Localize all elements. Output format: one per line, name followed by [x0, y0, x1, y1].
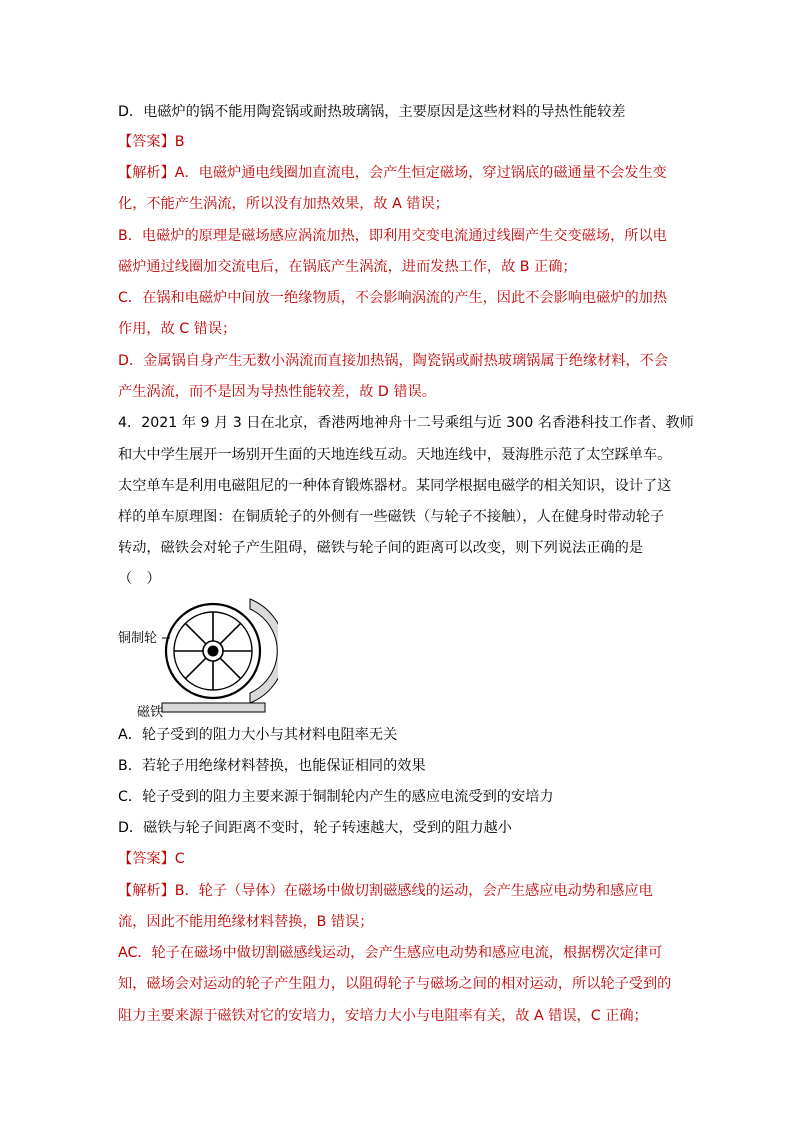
q3-analysis-line: 化，不能产生涡流，所以没有加热效果，故 A 错误； [118, 196, 449, 212]
q4-stem-line: 和大中学生展开一场别开生面的天地连线互动。天地连线中，聂海胜示范了太空踩单车。 [118, 447, 672, 463]
analysis-label: 【解析】 [118, 165, 175, 181]
q4-stem-line: 转动，磁铁会对轮子产生阻碍，磁铁与轮子间的距离可以改变，则下列说法正确的是 [118, 540, 643, 556]
q4-stem-line: 样的单车原理图：在铜质轮子的外侧有一些磁铁（与轮子不接触），人在健身时带动轮子 [118, 509, 665, 525]
answer-label: 【答案】 [118, 134, 175, 150]
q3-answer [118, 132, 185, 152]
q4-option-d: D．磁铁与轮子间距离不变时，轮子转速越大，受到的阻力越小 [118, 820, 512, 836]
q3-option-d: D．电磁炉的锅不能用陶瓷锅或耐热玻璃锅，主要原因是这些材料的导热性能较差 [118, 104, 626, 120]
q3-analysis-line: D．金属锅自身产生无数小涡流而直接加热锅，陶瓷锅或耐热玻璃锅属于绝缘材料，不会 [118, 353, 669, 369]
wheel-label: 铜制轮 [118, 631, 158, 646]
q3-analysis-line: 【解析】A．电磁炉通电线圈加直流电，会产生恒定磁场，穿过锅底的磁通量不会发生变 [118, 165, 667, 181]
q4-analysis-line: 流，因此不能用绝缘材料替换，B 错误； [118, 914, 374, 930]
q4-option-a: A．轮子受到的阻力大小与其材料电阻率无关 [118, 727, 398, 743]
q4-analysis-line: 知，磁场会对运动的轮子产生阻力，以阻碍轮子与磁场之间的相对运动，所以轮子受到的 [118, 976, 672, 992]
q4-option-c: C．轮子受到的阻力主要来源于铜制轮内产生的感应电流受到的安培力 [118, 789, 554, 805]
q4-answer [118, 849, 185, 869]
wheel-axle [208, 646, 219, 657]
answer-value: B [174, 134, 185, 150]
q4-stem-line: 太空单车是利用电磁阻尼的一种体育锻炼器材。某同学根据电磁学的相关知识，设计了这 [118, 478, 672, 494]
q4-stem-line: 4．2021 年 9 月 3 日在北京，香港两地神舟十二号乘组与近 300 名香港科技工作者、教师 [118, 415, 694, 431]
q3-analysis-line: B．电磁炉的原理是磁场感应涡流加热，即利用交变电流通过线圈产生交变磁场，所以电 [118, 228, 667, 244]
q3-analysis-line: 产生涡流，而不是因为导热性能较差，故 D 错误。 [118, 384, 436, 400]
q3-analysis-line: C．在锅和电磁炉中间放一绝缘物质，不会影响涡流的产生，因此不会影响电磁炉的加热 [118, 290, 668, 306]
q3-analysis-line: 磁炉通过线圈加交流电后，在锅底产生涡流，进而发热工作，故 B 正确； [118, 259, 577, 275]
q4-analysis-line: 【解析】B．轮子（导体）在磁场中做切割磁感线的运动，会产生感应电动势和感应电 [118, 883, 653, 899]
answer-value: C [174, 851, 185, 867]
q4-analysis-line: AC．轮子在磁场中做切割磁感线运动，会产生感应电动势和感应电流，根据楞次定律可 [118, 945, 663, 961]
q4-option-b: B．若轮子用绝缘材料替换，也能保证相同的效果 [118, 758, 426, 774]
magnet-label: 磁铁 [137, 705, 164, 720]
answer-bracket: （ ） [118, 571, 161, 587]
analysis-label: 【解析】 [118, 883, 175, 899]
q3-analysis-line: 作用，故 C 错误； [118, 321, 237, 337]
answer-label: 【答案】 [118, 851, 175, 867]
magnet-base [162, 703, 265, 712]
q4-analysis-line: 阻力主要来源于磁铁对它的安培力，安培力大小与电阻率有关，故 A 错误，C 正确； [118, 1008, 648, 1024]
bicycle-wheel-figure [118, 597, 278, 719]
